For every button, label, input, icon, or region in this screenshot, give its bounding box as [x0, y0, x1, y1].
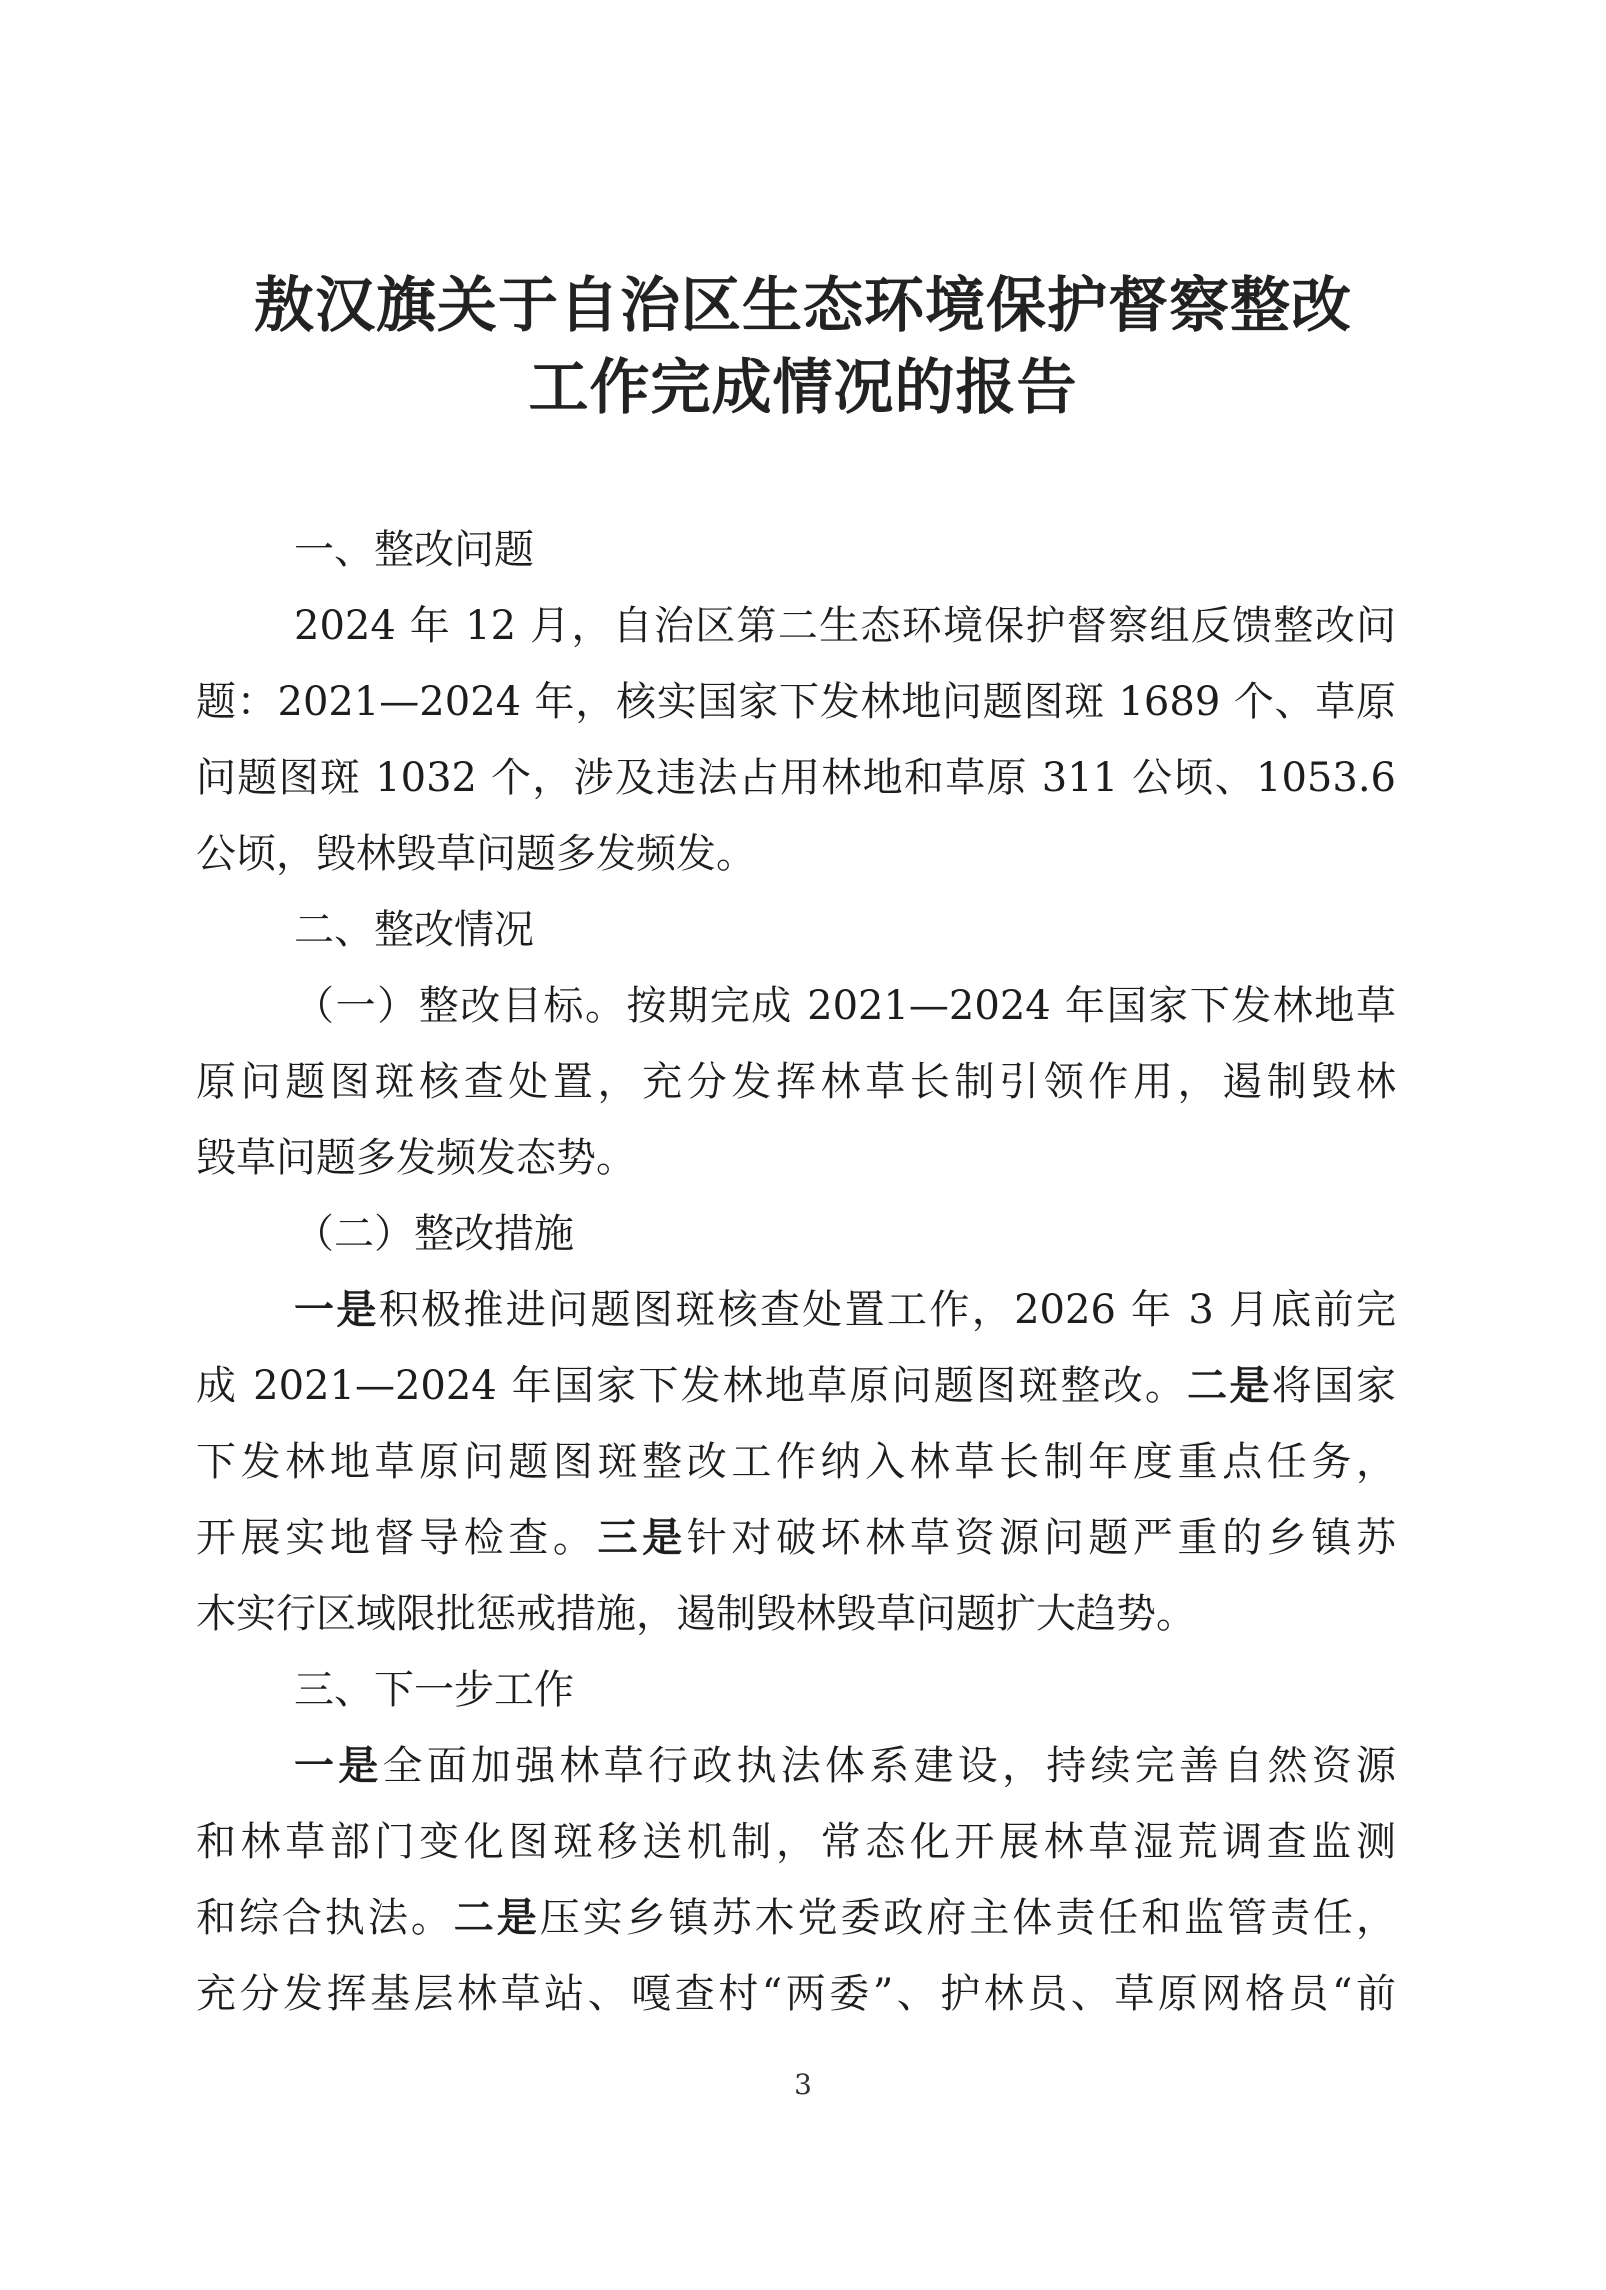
paragraph-text: 针对破坏林草资源问题严重的乡镇苏	[686, 1515, 1397, 1561]
paragraph-line	[294, 1728, 1396, 1804]
paragraph-text: 全面加强林草行政执法体系建设，持续完善自然资源	[382, 1743, 1396, 1789]
subsection-heading-measures: （二）整改措施	[294, 1211, 574, 1257]
paragraph-line	[196, 1348, 1396, 1424]
paragraph-text: 积极推进问题图斑核查处置工作，2026 年 3 月底前完	[378, 1287, 1397, 1333]
paragraph-line: 和林草部门变化图斑移送机制，常态化开展林草湿荒调查监测	[196, 1819, 1396, 1865]
paragraph-line	[196, 1880, 1396, 1956]
section-heading-status: 二、整改情况	[294, 907, 534, 953]
paragraph-line: 原问题图斑核查处置，充分发挥林草长制引领作用，遏制毁林	[196, 1059, 1396, 1105]
emphasis-label: 一是	[294, 1286, 379, 1333]
paragraph-line: 毁草问题多发频发态势。	[196, 1135, 636, 1181]
paragraph-line: 2024 年 12 月，自治区第二生态环境保护督察组反馈整改问	[294, 603, 1396, 649]
paragraph-line: 公顷，毁林毁草问题多发频发。	[196, 831, 756, 877]
paragraph-line: （一）整改目标。按期完成 2021—2024 年国家下发林地草	[294, 983, 1396, 1029]
emphasis-label: 二是	[453, 1894, 540, 1941]
paragraph-text: 将国家	[1271, 1363, 1397, 1409]
document-title-line-1: 敖汉旗关于自治区生态环境保护督察整改	[254, 271, 1352, 341]
emphasis-label: 三是	[597, 1514, 687, 1561]
page-number: 3	[794, 2068, 812, 2101]
paragraph-line	[294, 1272, 1396, 1348]
paragraph-line: 木实行区域限批惩戒措施，遏制毁林毁草问题扩大趋势。	[196, 1591, 1196, 1637]
document-title-line-2: 工作完成情况的报告	[528, 353, 1078, 423]
paragraph-line: 题：2021—2024 年，核实国家下发林地问题图斑 1689 个、草原	[196, 679, 1396, 725]
section-heading-next-steps: 三、下一步工作	[294, 1667, 574, 1713]
paragraph-text: 成 2021—2024 年国家下发林地草原问题图斑整改。	[196, 1363, 1188, 1409]
paragraph-line: 下发林地草原问题图斑整改工作纳入林草长制年度重点任务，	[196, 1439, 1396, 1485]
paragraph-text: 开展实地督导检查。	[196, 1515, 598, 1561]
section-heading-problems: 一、整改问题	[294, 527, 534, 573]
emphasis-label: 二是	[1187, 1362, 1272, 1409]
paragraph-text: 压实乡镇苏木党委政府主体责任和监管责任，	[539, 1895, 1397, 1941]
emphasis-label: 一是	[294, 1742, 383, 1789]
paragraph-text: 和综合执法。	[196, 1895, 454, 1941]
paragraph-line	[196, 1500, 1396, 1576]
paragraph-line: 充分发挥基层林草站、嘎查村“两委”、护林员、草原网格员“前	[196, 1971, 1396, 2017]
paragraph-line: 问题图斑 1032 个，涉及违法占用林地和草原 311 公顷、1053.6	[196, 755, 1396, 801]
